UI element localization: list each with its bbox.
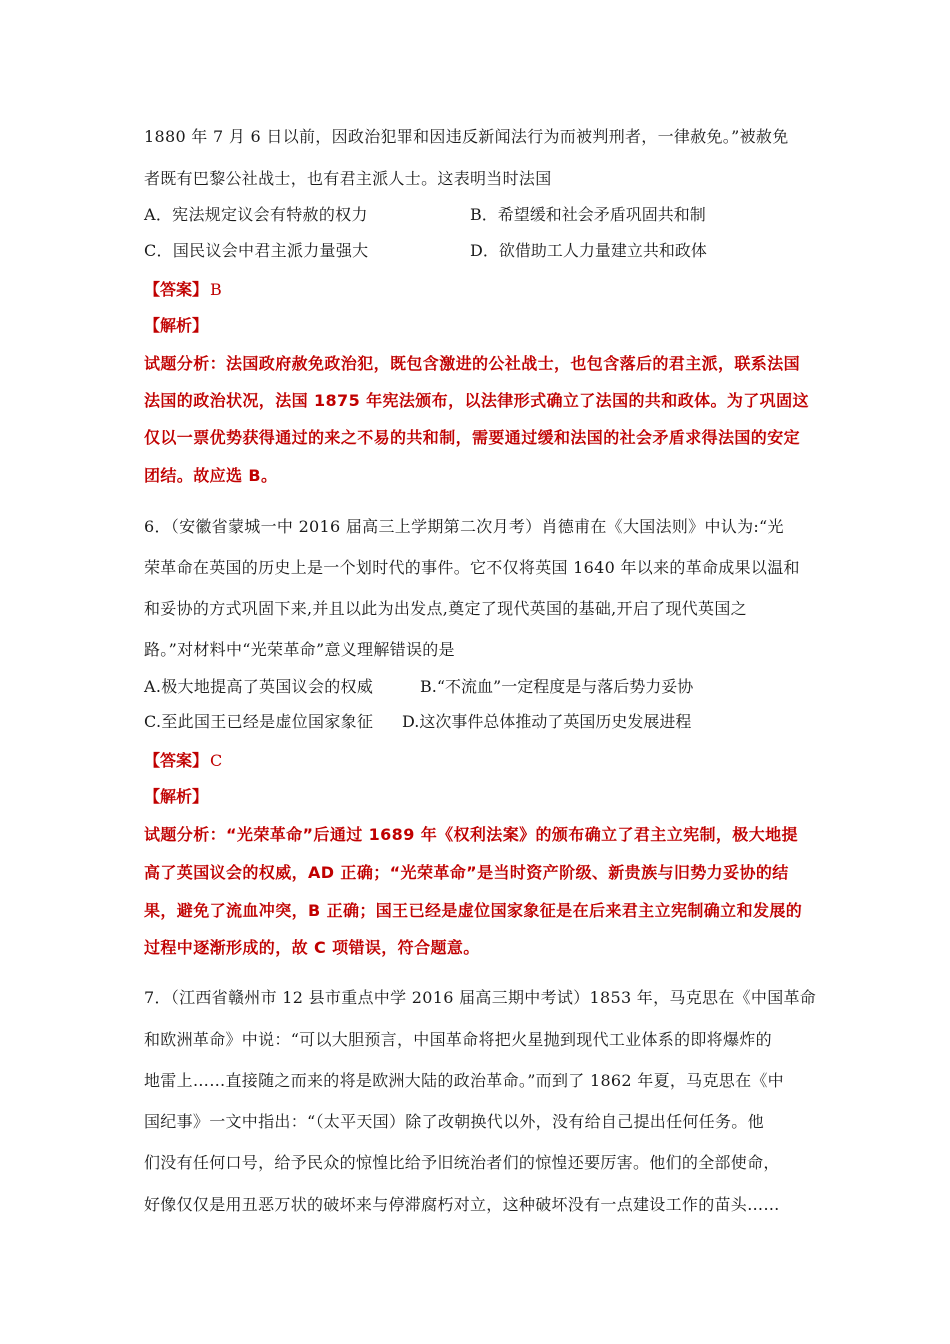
q6-stem-line-2: 荣革命在英国的历史上是一个划时代的事件。它不仅将英国 1640 年以来的革命成果以温和 — [144, 558, 800, 577]
q6-analysis-line-2: 高了英国议会的权威，AD 正确；“光荣革命”是当时资产阶级、新贵族与旧势力妥协的结 — [144, 863, 789, 882]
q5-answer — [144, 280, 222, 300]
q6-option-b: B.“不流血”一定程度是与落后势力妥协 — [420, 677, 694, 696]
q6-stem-line-4: 路。”对材料中“光荣革命”意义理解错误的是 — [144, 640, 455, 659]
q6-answer-value: C — [210, 751, 223, 770]
q6-answer — [144, 751, 222, 771]
q5-stem-line-2: 者既有巴黎公社战士，也有君主派人士。这表明当时法国 — [144, 169, 552, 188]
q5-option-d: D．欲借助工人力量建立共和政体 — [470, 241, 707, 260]
q6-analysis-line-3: 果，避免了流血冲突，B 正确；国王已经是虚位国家象征是在后来君主立宪制确立和发展的 — [144, 901, 803, 920]
q7-stem-line-4: 国纪事》一文中指出：“（太平天国）除了改朝换代以外，没有给自己提出任何任务。他 — [144, 1112, 764, 1131]
q6-stem-line-3: 和妥协的方式巩固下来,并且以此为出发点,奠定了现代英国的基础,开启了现代英国之 — [144, 599, 747, 618]
q6-option-a: A.极大地提高了英国议会的权威 — [144, 677, 374, 696]
q5-analysis-line-4: 团结。故应选 B。 — [144, 466, 278, 485]
q5-answer-value: B — [210, 280, 222, 299]
q6-stem-line-1: 6．（安徽省蒙城一中 2016 届高三上学期第二次月考）肖德甫在《大国法则》中认为:“光 — [144, 517, 784, 536]
q6-answer-label: 【答案】 — [144, 751, 209, 770]
q6-analysis-line-4: 过程中逐渐形成的，故 C 项错误，符合题意。 — [144, 938, 480, 957]
q7-stem-line-3: 地雷上……直接随之而来的将是欧洲大陆的政治革命。”而到了 1862 年夏，马克思在《中 — [144, 1071, 784, 1090]
q7-stem-line-6: 好像仅仅是用丑恶万状的破坏来与停滞腐朽对立，这种破坏没有一点建设工作的苗头…… — [144, 1195, 780, 1214]
q5-analysis-line-2: 法国的政治状况，法国 1875 年宪法颁布，以法律形式确立了法国的共和政体。为了巩固这 — [144, 391, 809, 410]
q7-stem-line-1: 7．（江西省赣州市 12 县市重点中学 2016 届高三期中考试）1853 年，马克思在《中国革命 — [144, 988, 817, 1007]
q5-option-b: B．希望缓和社会矛盾巩固共和制 — [470, 205, 706, 224]
q5-stem-line-1: 1880 年 7 月 6 日以前，因政治犯罪和因违反新闻法行为而被判刑者，一律赦免。”被赦免 — [144, 127, 789, 146]
q5-answer-label: 【答案】 — [144, 280, 209, 299]
q5-analysis-line-3: 仅以一票优势获得通过的来之不易的共和制，需要通过缓和法国的社会矛盾求得法国的安定 — [144, 428, 801, 447]
q7-stem-line-5: 们没有任何口号，给予民众的惊惶比给予旧统治者们的惊惶还要厉害。他们的全部使命， — [144, 1153, 780, 1172]
q6-analysis-line-1: 试题分析：“光荣革命”后通过 1689 年《权利法案》的颁布确立了君主立宪制，极大地提 — [144, 825, 798, 844]
q6-analysis-label: 【解析】 — [144, 787, 209, 806]
q6-option-c: C.至此国王已经是虚位国家象征 — [144, 712, 374, 731]
q5-analysis-line-1: 试题分析：法国政府赦免政治犯，既包含激进的公社战士，也包含落后的君主派，联系法国 — [144, 354, 801, 373]
q5-option-c: C．国民议会中君主派力量强大 — [144, 241, 369, 260]
q5-option-a: A．宪法规定议会有特赦的权力 — [144, 205, 368, 224]
q5-analysis-label: 【解析】 — [144, 316, 209, 335]
q7-stem-line-2: 和欧洲革命》中说：“可以大胆预言，中国革命将把火星抛到现代工业体系的即将爆炸的 — [144, 1030, 772, 1049]
q6-option-d: D.这次事件总体推动了英国历史发展进程 — [402, 712, 692, 731]
